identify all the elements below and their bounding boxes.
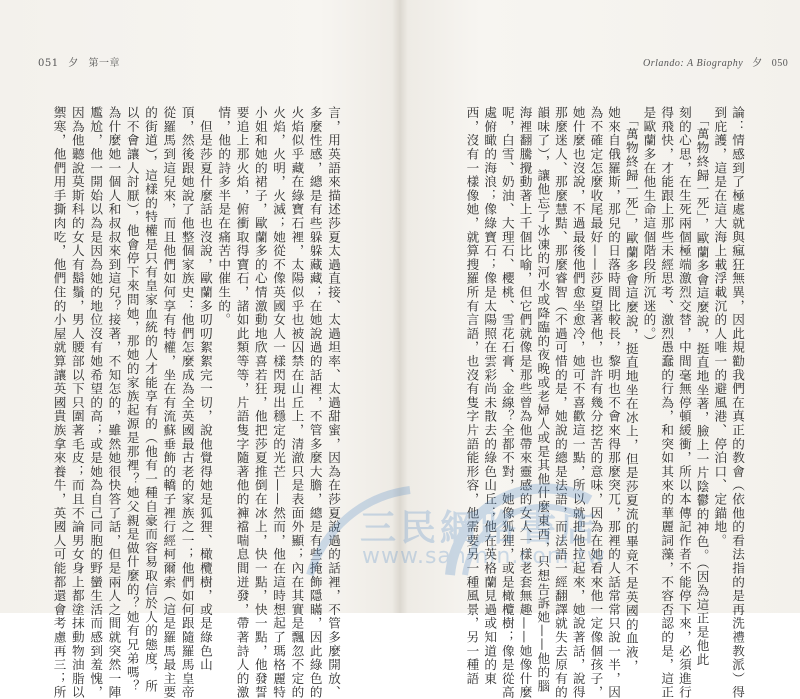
text-column: 她什麼也沒說，不過最後他們愈坐愈冷，她可不喜歡這一點，所以就把他拉起來，她說著話，說得	[570, 106, 586, 699]
text-column: 「萬物終歸一死」，歐蘭多會這麼說，挺直地坐在冰上，但是莎夏流的畢竟不是英國的血液，	[623, 106, 639, 673]
text-column: 言，用英語來描述莎夏太過直接、太過坦率、太過甜蜜，因為在莎夏說過的話裡，不管多麼開放、	[326, 106, 341, 699]
text-column: 她來自俄羅斯，那兒的日落時間比較長，黎明也不會來得那麼突兀，那裡的人話常常只說一半，因	[606, 106, 622, 699]
text-column: 海裡翻騰攪動著上千個比喻，但它們就像是那些曾為他帶來靈感的女人一樣老套無趣——她像什麼	[517, 106, 533, 699]
ornament-icon: 夕	[68, 58, 79, 69]
text-column: 那麼迷人、那麼慧黠、那麼睿智（不過可惜的是，她說的總是法語，而法語一經翻譯就失去原有的	[552, 106, 568, 699]
text-column: 韻味了），讓他忘了冰凍的河水或降臨的夜晚或老婦人或是其他什麼東西，只想告訴她——他的腦	[535, 106, 551, 694]
text-column: 得飛快，才能跟上那些未經思考、激烈愚蠢的行為，和突如其來的華麗詞藻，不容否認的是，這正	[659, 106, 675, 699]
text-column: 「萬物終歸一死」，歐蘭多會這麼說，挺直地坐著，臉上一片陰鬱的神色。（因為這正是他此	[694, 106, 710, 667]
text-column: 但是莎夏什麼話也沒說，歐蘭多叨叨絮絮完一切，說他覺得她是狐狸、橄欖樹，或是綠色山	[197, 106, 213, 672]
book-title: Orlando: A Biography	[643, 58, 744, 69]
text-column: 是歐蘭多在他生命這個階段所沉迷的。）	[641, 106, 657, 349]
text-column: 為什麼她一個人和叔叔來到這兒？接著，不知怎的，雖然她很快答了話，但是兩人之間就突然一陣	[106, 106, 122, 699]
right-page-number: 050	[771, 58, 789, 69]
text-column: 處俯瞰的海浪；像綠寶石；像是太陽照在雲彩尚未散去的綠色山丘；他在英格蘭見過或知道的東	[482, 106, 498, 686]
text-column: 因為他聽說莫斯科的女人有鬍鬚，男人腰部以下只圍著毛皮；而且不論男女身上都塗抹動物油脂以	[69, 106, 85, 699]
text-column: 以不會讓人討厭），他會停下來問她，那她的家族起源是那裡？她父親是做什麼的？她有兄弟嗎？	[124, 106, 140, 694]
left-page-number: 051	[38, 58, 59, 69]
text-column: 多麼性感，總是有些躲躲藏藏；在她說過的話裡，不管多麼大膽，總是有些掩飾隱瞞，因此綠色的	[307, 106, 323, 699]
text-column: 西，沒有一樣像她，就算搜羅所有言語，也沒有隻字片語能形容，他需要另一種風景，另一種語	[464, 106, 480, 686]
text-column: 呢，白雪、奶油、大理石、櫻桃、雪花石膏、金線？全都不對，她像狐狸，或是橄欖樹；像是從高	[499, 106, 515, 699]
text-column: 火焰，火明，火滅；她從不像英國女人一樣閃現出穩定的光芒——然而，他在這時想起了瑪格麗特	[271, 106, 287, 699]
text-column: 要追上那火焰，俯衝取得寶石，諸如此類等等，片語隻字隨著他的褲襠喘息間迸發，帶著詩人的激	[234, 106, 250, 699]
text-column: 為不確定怎麼收尾最好——莎夏望著他，也許有幾分挖苦的意味，因為在她看來他一定像個孩子，	[588, 106, 604, 699]
ornament-icon: 夕	[752, 58, 763, 69]
watermark-url: www.sanmin.com.tw	[362, 544, 606, 569]
left-page-header	[38, 54, 126, 69]
left-page-body-text	[47, 106, 342, 699]
right-page-header	[643, 54, 794, 69]
text-column: 從羅馬到這兒來，而且他們如何享有特權，坐在有流蘇垂飾的轎子裡行經柯爾索（這是羅馬最主要	[161, 106, 177, 699]
text-column: 火焰似乎藏在綠寶石裡，太陽似乎也被囚禁在山丘上，清澈只是表面外顯；內在其實是飄忽不定的	[289, 106, 305, 699]
text-column: 的街道），這樣的特權是只有皇家血統的人才能享有的（他有一種自豪而容易取信於人的態度，所	[143, 106, 159, 694]
text-column: 到庇護，這是在這大海上載浮載沉的人唯一的避風港、停泊口、定錨地。	[712, 106, 728, 548]
text-column: 小姐和她的裙子，歐蘭多的心情激動地欣喜若狂，他把莎夏推倒在冰上，快一點，快一點，他發誓	[252, 106, 268, 699]
chapter-title: 第一章	[88, 58, 120, 69]
text-column: 情，他的詩多半是在痛苦中催生的。	[216, 106, 232, 327]
watermark-name: 三民網路書店	[360, 508, 601, 549]
text-column: 頂，然後跟她說了他整個家族史：他們怎麼成為全英國最古老的家族之一；他們如何跟隨羅馬皇帝	[179, 106, 195, 699]
text-column: 論：情感到了極處就與瘋狂無異，因此規勸我們在真正的教會（依他的看法指的是再洗禮教派）得	[730, 106, 745, 699]
text-column: 刻的心思，在生死兩個極端激烈交替，中間毫無停頓緩衝，所以本傳記作者不能停下來，必須進行	[676, 106, 692, 699]
text-column: 尷尬，他一開始以為是因為她的地位沒有她希望的高；或是她為自己同胞的野蠻生活而感到羞愧，	[88, 106, 104, 699]
text-column: 禦寒，他們用手撕肉吃，他們住的小屋就算讓英國貴族拿來養牛，英國人可能都還會考慮再三；所	[51, 106, 67, 699]
